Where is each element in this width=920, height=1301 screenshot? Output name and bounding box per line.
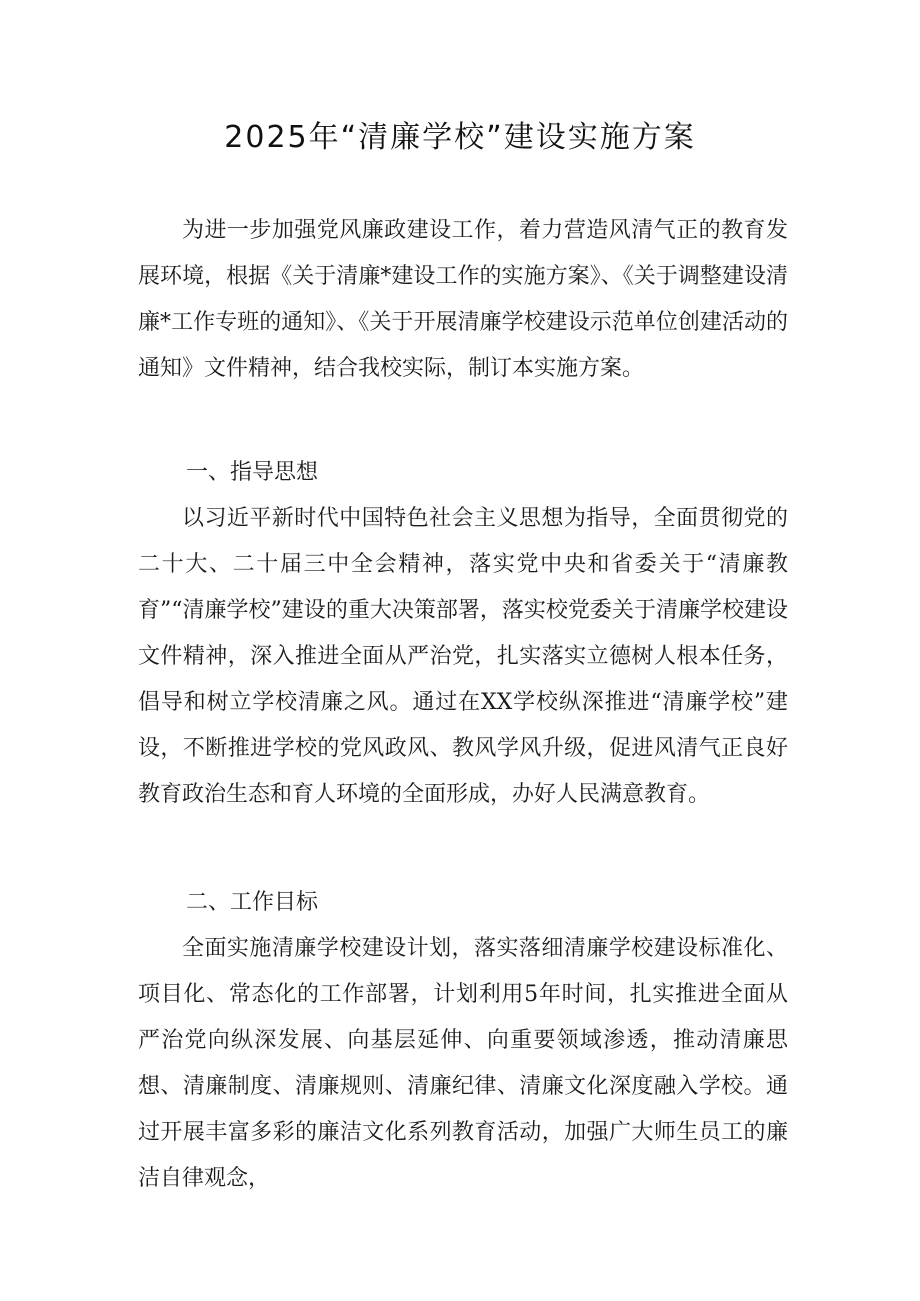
- section-body-guiding-ideology: 以习近平新时代中国特色社会主义思想为指导，全面贯彻党的二十大、二十届三中全会精神，落实党中央和省委关于“清廉教育”“清廉学校”建设的重大决策部署，落实校党委关于清廉学校建设文件精神，深入推进全面从严治党，扎实落实立德树人根本任务，倡导和树立学校清廉之风。通过在XX学校纵深推进“清廉学校”建设，不断推进学校的党风政风、教风学风升级，促进风清气正良好教育政治生态和育人环境的全面形成，办好人民满意教育。: [138, 506, 788, 807]
- section-heading-work-goals: 二、工作目标: [186, 890, 319, 915]
- section-heading-guiding-ideology: 一、指导思想: [186, 460, 319, 485]
- document-title: 2025年“清廉学校”建设实施方案: [224, 120, 696, 155]
- section-body-work-goals: 全面实施清廉学校建设计划，落实落细清廉学校建设标准化、项目化、常态化的工作部署，计划利用5年时间，扎实推进全面从严治党向纵深发展、向基层延伸、向重要领域渗透，推动清廉思想、清廉制度、清廉规则、清廉纪律、清廉文化深度融入学校。通过开展丰富多彩的廉洁文化系列教育活动，加强广大师生员工的廉洁自律观念，: [138, 936, 788, 1191]
- intro-paragraph: 为进一步加强党风廉政建设工作，着力营造风清气正的教育发展环境，根据《关于清廉*建设工作的实施方案》、《关于调整建设清廉*工作专班的通知》、《关于开展清廉学校建设示范单位创建活动的通知》文件精神，结合我校实际，制订本实施方案。: [138, 218, 788, 381]
